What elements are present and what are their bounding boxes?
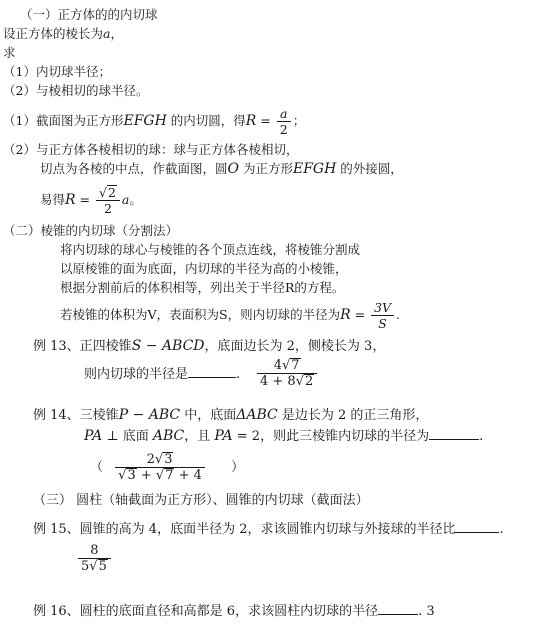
example-13-line-2: 则内切球的半径是 . — [84, 367, 241, 382]
fraction-answer-13: $\frac{4√7}{4 + 8√2}$ — [257, 358, 317, 389]
answer-2-line-3: 易得R = $\frac{√2}{2}$ a。 — [40, 185, 142, 216]
fraction-3v-over-s: $\frac{3V}{S}$ — [371, 300, 394, 331]
section-1-heading: （一）正方体的的内切球 — [20, 7, 158, 22]
example-14-line-2: PA ⊥ 底面 ABC，且 PA = 2，则此三棱锥内切球的半径为 . — [84, 428, 484, 444]
method-para-3: 根据分割前后的体积相等，列出关于半径R的方程。 — [60, 280, 345, 295]
example-15-answer — [76, 543, 113, 574]
answer-2-line-2: 切点为各棱的中点，作截面图，圆O 为正方形EFGH 的外接圆， — [40, 161, 403, 177]
example-16-line-1: 例 16、圆柱的底面直径和高都是 6，求该圆柱内切球的半径 . 3 — [33, 604, 435, 619]
fraction-sqrt2-over-2: $\frac{√2}{2}$ — [96, 185, 120, 216]
example-13-line-1: 例 13、正四棱锥S − ABCD，底面边长为 2，侧棱长为 3， — [33, 338, 386, 354]
answer-blank[interactable] — [455, 532, 499, 533]
fraction-answer-15: $\frac{8}{5√5}$ — [78, 543, 111, 574]
question-1: （1）内切球半径； — [3, 64, 111, 79]
section-3-heading: （三） 圆柱（轴截面为正方形）、圆锥的内切球（截面法） — [33, 493, 369, 508]
section-2-heading: （二）棱锥的内切球（分割法） — [3, 223, 179, 238]
example-13-answer — [255, 358, 319, 389]
method-formula: 若棱锥的体积为V，表面积为S，则内切球的半径为R = $\frac{3V}{S}$ . — [60, 300, 401, 331]
answer-2-line-1: （2）与正方体各棱相切的球：球与正方体各棱相切， — [3, 142, 299, 157]
answer-blank[interactable] — [378, 614, 418, 615]
fraction-a-over-2: $\frac{a}{2}$ — [277, 106, 291, 137]
example-14-answer: （ $\frac{2√3}{√3 + √7 + 4}$ ） — [90, 452, 245, 483]
example-15-line-1: 例 15、圆锥的高为 4，底面半径为 2，求该圆锥内切球与外接球的半径比 . — [33, 522, 504, 537]
answer-blank[interactable] — [188, 377, 236, 378]
method-para-1: 将内切球的球心与棱锥的各个顶点连线，将棱锥分割成 — [60, 242, 361, 257]
fraction-answer-14: $\frac{2√3}{√3 + √7 + 4}$ — [115, 452, 205, 483]
example-14-line-1: 例 14、三棱锥P − ABC 中，底面ΔABC 是边长为 2 的正三角形， — [33, 407, 429, 423]
method-para-2: 以原棱锥的面为底面，内切球的半径为高的小棱锥， — [60, 261, 348, 276]
answer-1: （1）截面图为正方形EFGH 的内切圆，得R = $\frac{a}{2}$ ； — [3, 106, 306, 137]
question-2: （2）与棱相切的球半径。 — [3, 83, 149, 98]
given-line: 设正方体的棱长为a， — [3, 26, 123, 41]
answer-blank[interactable] — [429, 439, 479, 440]
ask-line: 求 — [3, 45, 16, 60]
